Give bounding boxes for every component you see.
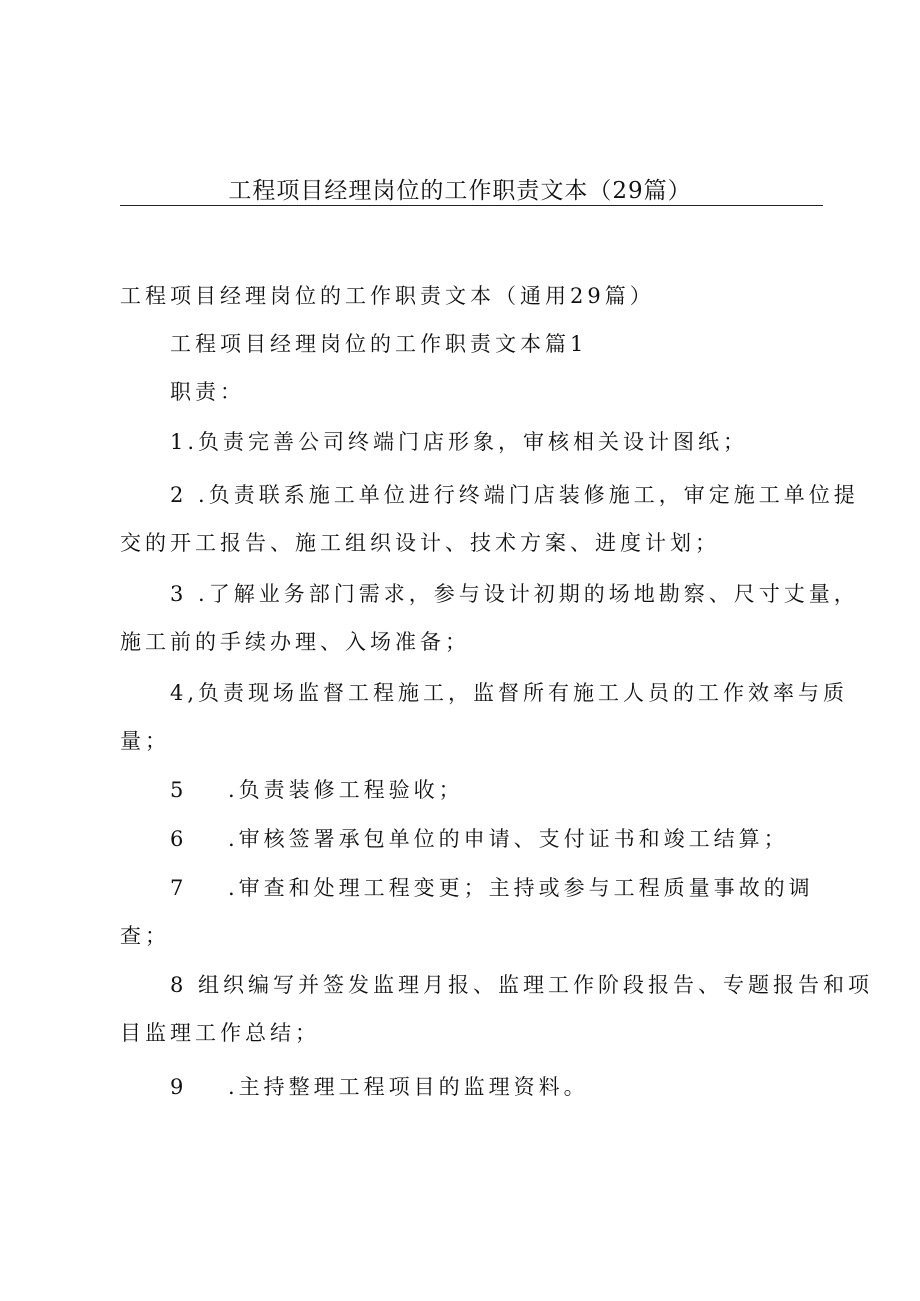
duties-label: 职责： xyxy=(170,380,245,404)
item-number: 9 xyxy=(170,1075,188,1099)
duty-item-8: 8 组织编写并签发监理月报、监理工作阶段报告、专题报告和项 xyxy=(170,973,874,997)
duty-item-3: 3 .了解业务部门需求，参与设计初期的场地勘察、尺寸丈量， xyxy=(170,582,859,606)
duty-item-9 xyxy=(170,1073,589,1101)
page-title: 工程项目经理岗位的工作职责文本（29篇） xyxy=(228,178,692,204)
section-heading: 工程项目经理岗位的工作职责文本篇1 xyxy=(170,332,588,356)
item-number: 5 xyxy=(170,778,188,802)
duty-item-5 xyxy=(170,776,464,804)
duty-item-7 xyxy=(170,874,814,902)
duty-item-3-continued: 施工前的手续办理、入场准备； xyxy=(120,630,470,654)
item-number: 6 xyxy=(170,827,188,851)
item-text: .审查和处理工程变更；主持或参与工程质量事故的调 xyxy=(228,876,814,900)
duty-item-8-continued: 目监理工作总结； xyxy=(120,1021,320,1045)
document-subtitle: 工程项目经理岗位的工作职责文本（通用29篇） xyxy=(120,284,655,308)
duty-item-7-continued: 查； xyxy=(120,924,170,948)
item-number: 7 xyxy=(170,876,188,900)
duty-item-6 xyxy=(170,825,789,853)
item-text: .审核签署承包单位的申请、支付证书和竣工结算； xyxy=(228,827,789,851)
title-underline xyxy=(120,205,823,206)
duty-item-2-continued: 交的开工报告、施工组织设计、技术方案、进度计划； xyxy=(120,531,720,555)
duty-item-4-continued: 量； xyxy=(120,729,170,753)
item-text: .主持整理工程项目的监理资料。 xyxy=(228,1075,589,1099)
duty-item-4: 4,负责现场监督工程施工，监督所有施工人员的工作效率与质 xyxy=(170,681,849,705)
item-text: .负责装修工程验收； xyxy=(228,778,464,802)
duty-item-2: 2 .负责联系施工单位进行终端门店装修施工，审定施工单位提 xyxy=(170,483,859,507)
duty-item-1: 1.负责完善公司终端门店形象，审核相关设计图纸； xyxy=(170,430,749,454)
